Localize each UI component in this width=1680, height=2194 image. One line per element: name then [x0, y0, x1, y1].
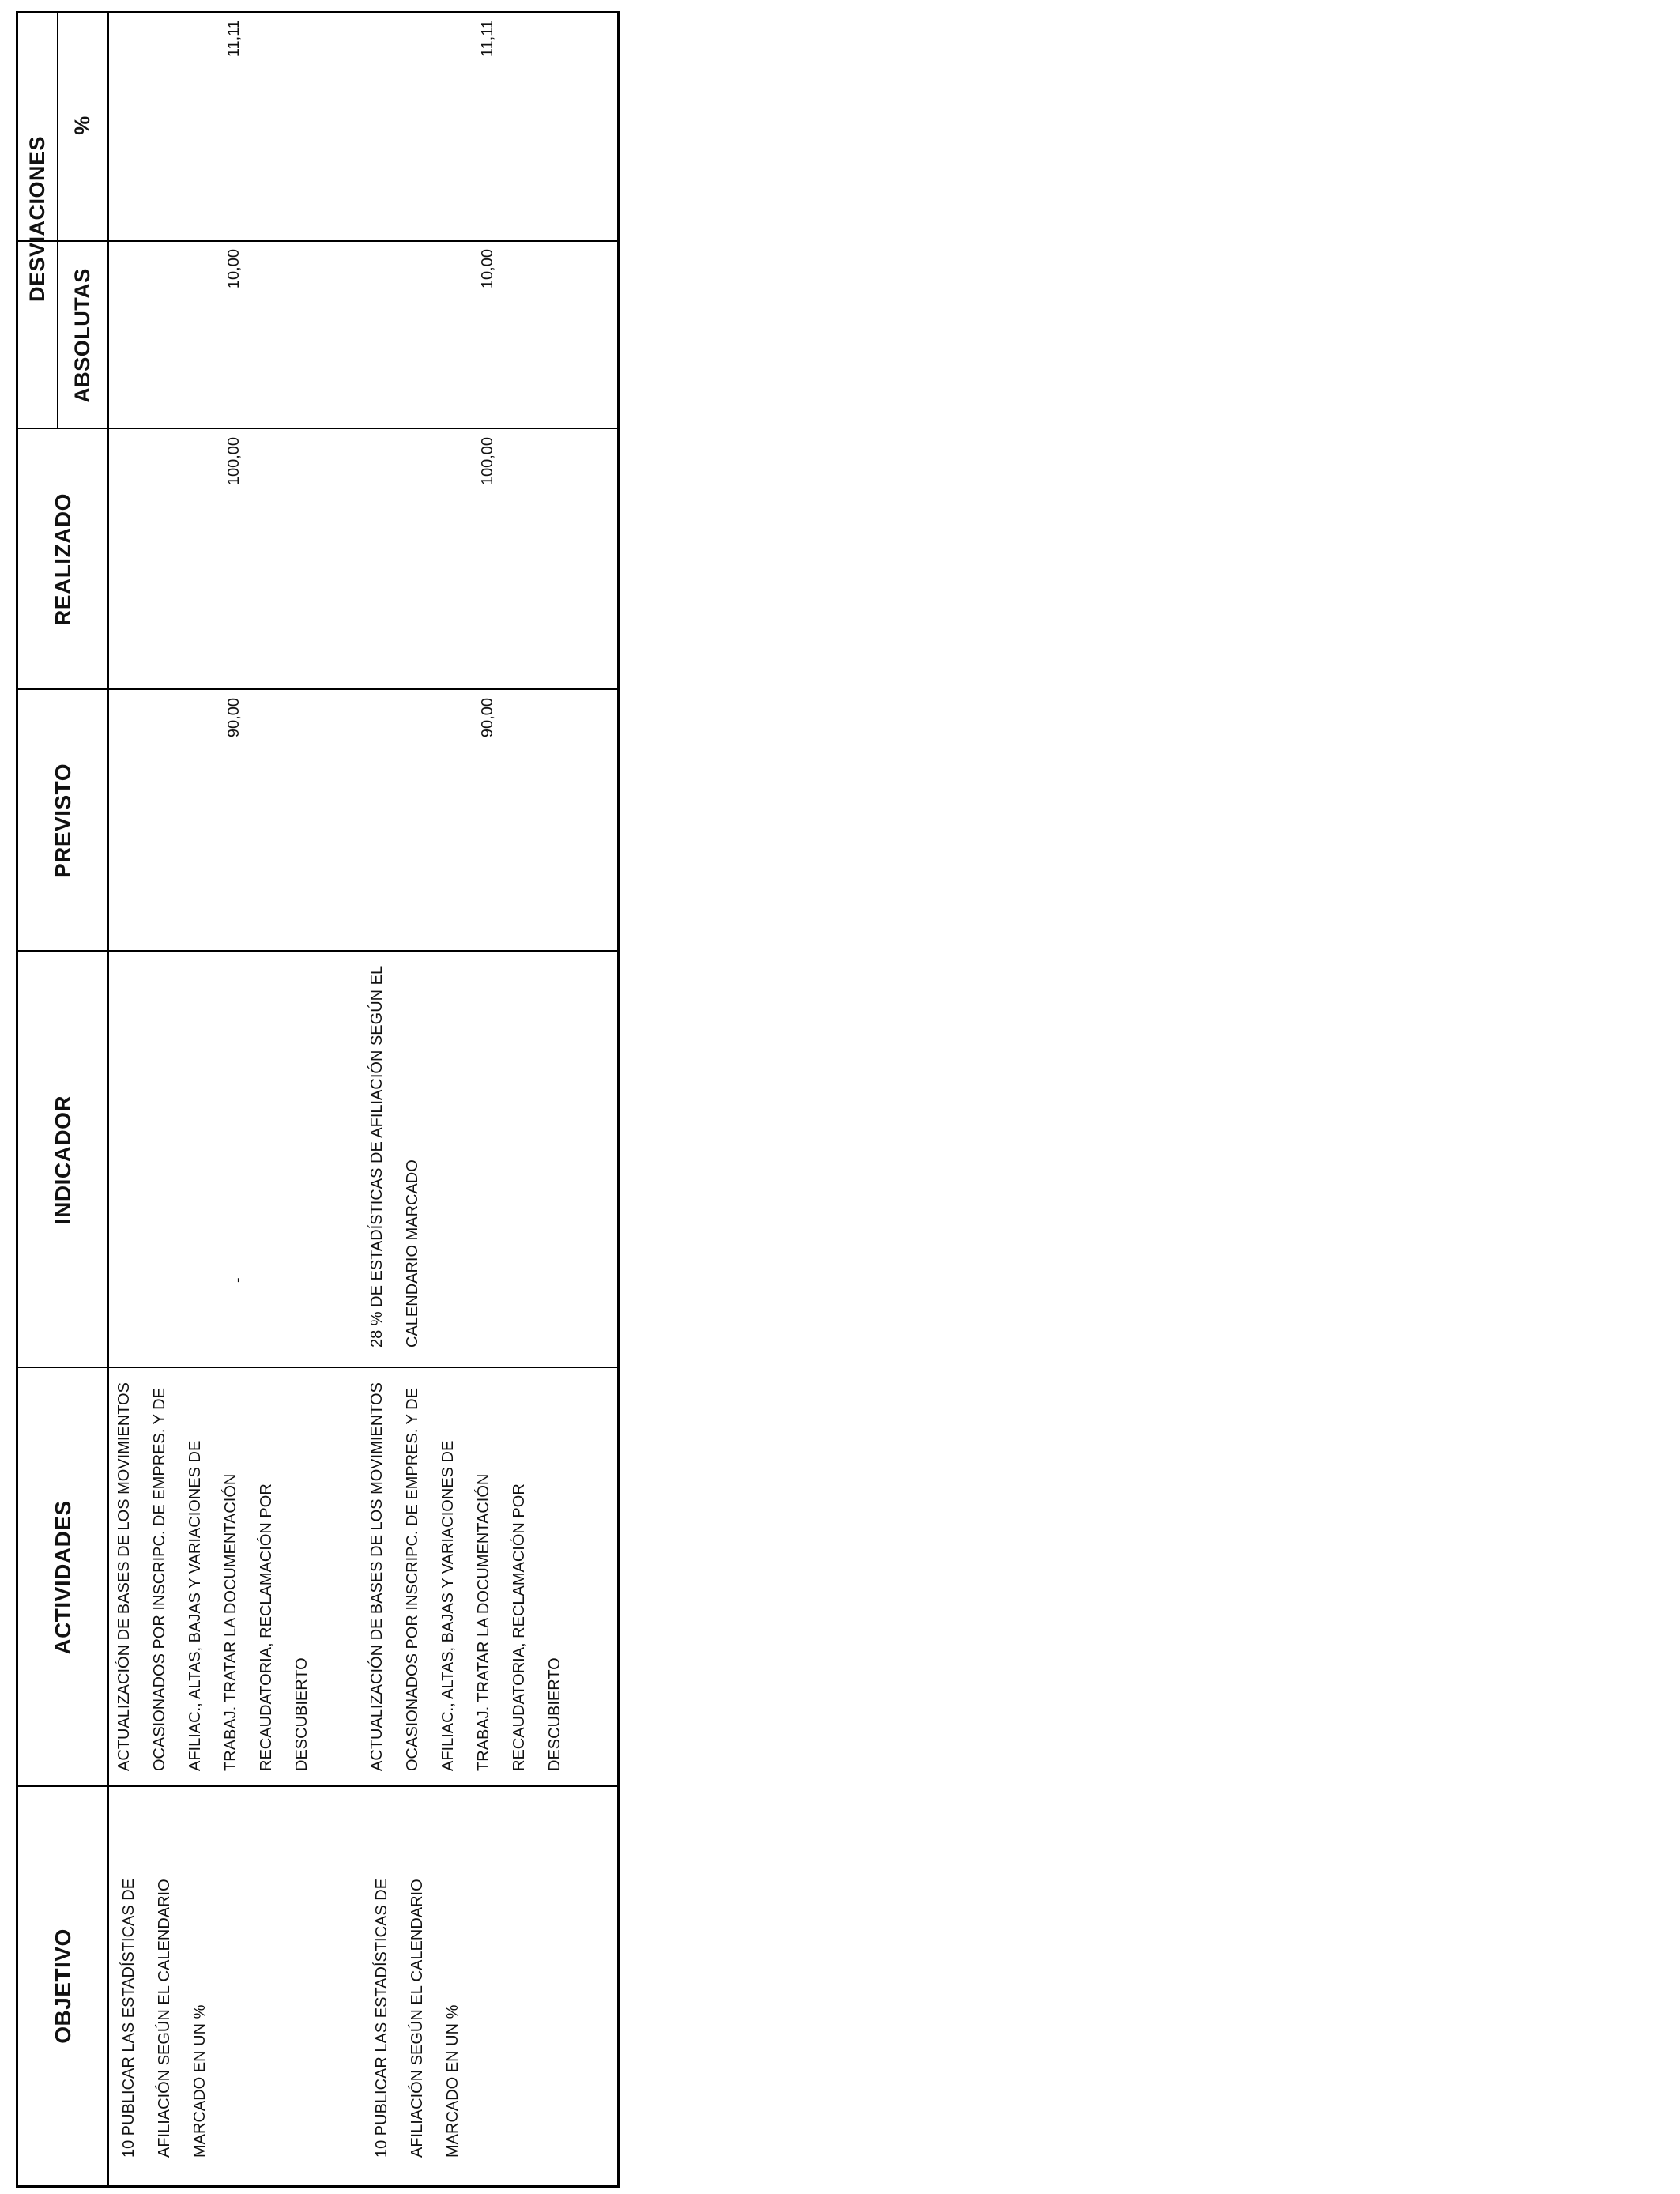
row1-objetivo: 10 PUBLICAR LAS ESTADÍSTICAS DE AFILIACIÓN SEGÚN EL CALENDARIO MARCADO EN UN % — [120, 1878, 209, 2158]
row1-indicador: - — [229, 1277, 247, 1283]
header-realizado: REALIZADO — [50, 493, 75, 626]
header-objetivo: OBJETIVO — [50, 1928, 75, 2044]
header-desviaciones: DESVIACIONES — [25, 135, 49, 303]
row1-previsto: 90,00 — [225, 698, 243, 738]
header-divider — [107, 13, 109, 2185]
row1-actividades: ACTUALIZACIÓN DE BASES DE LOS MOVIMIENTOS OCASIONADOS POR INSCRIPC. DE EMPRES. Y DE AFILIAC., ALTAS, BAJAS Y VARIACIONES DE TRABAJ. TRATAR LA DOCUMENTACIÓN RECAUDATORIA, RECLAMACIÓN POR DESCUBIERTO — [115, 1382, 311, 1771]
objectives-table — [16, 11, 620, 2188]
header-previsto: PREVISTO — [50, 763, 75, 879]
row2-indicador: 28 % DE ESTADÍSTICAS DE AFILIACIÓN SEGÚN EL CALENDARIO MARCADO — [368, 966, 421, 1348]
header-indicador: INDICADOR — [50, 1095, 75, 1225]
row1-realizado: 100,00 — [225, 437, 243, 486]
header-porcentaje: % — [70, 115, 94, 135]
row1-absolutas: 10,00 — [225, 249, 243, 289]
row2-realizado: 100,00 — [479, 437, 496, 486]
header-absolutas: ABSOLUTAS — [70, 268, 94, 403]
header-actividades: ACTIVIDADES — [50, 1500, 75, 1655]
col-divider — [107, 240, 617, 242]
row2-absolutas: 10,00 — [479, 249, 496, 289]
row1-porcentaje: 11,11 — [225, 20, 243, 58]
row2-porcentaje: 11,11 — [479, 20, 496, 58]
row2-objetivo: 10 PUBLICAR LAS ESTADÍSTICAS DE AFILIACIÓN SEGÚN EL CALENDARIO MARCADO EN UN % — [373, 1878, 461, 2158]
row2-previsto: 90,00 — [479, 698, 496, 738]
row2-actividades: ACTUALIZACIÓN DE BASES DE LOS MOVIMIENTOS OCASIONADOS POR INSCRIPC. DE EMPRES. Y DE AFILIAC., ALTAS, BAJAS Y VARIACIONES DE TRABAJ. TRATAR LA DOCUMENTACIÓN RECAUDATORIA, RECLAMACIÓN POR DESCUBIERTO — [368, 1382, 563, 1771]
